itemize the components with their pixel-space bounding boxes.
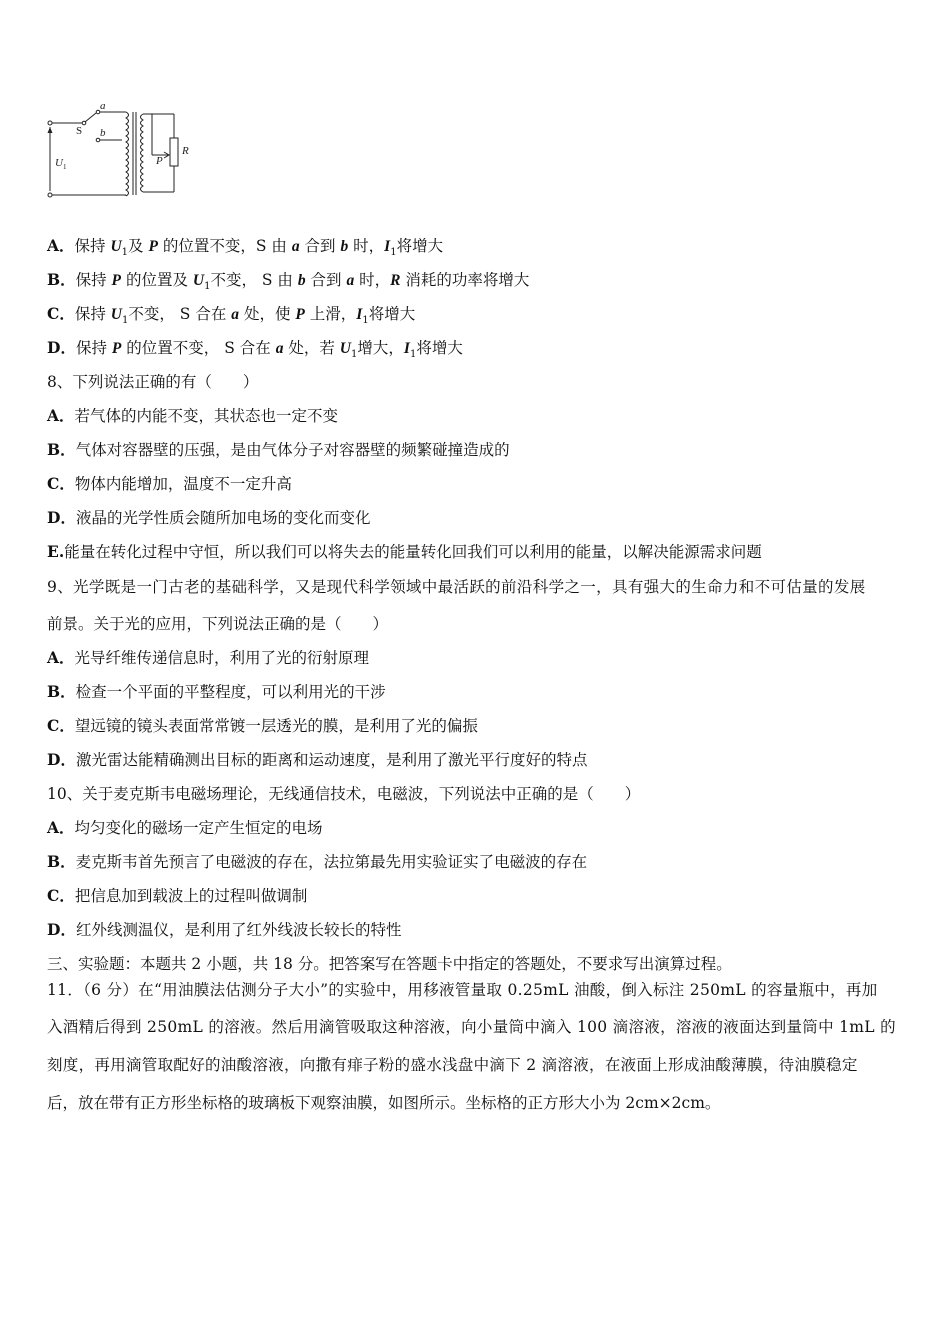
- option-text: 增大，: [357, 339, 404, 357]
- math-subscript: 1: [121, 315, 129, 327]
- option-text: 处，使: [239, 305, 296, 323]
- math-variable: I: [356, 306, 363, 323]
- q11-line-4: 后，放在带有正方形坐标格的玻璃板下观察油膜，如图所示。坐标格的正方形大小为 2cm×2cm。: [47, 1094, 721, 1112]
- q8-option-d: [47, 508, 370, 528]
- q8-stem: 8、下列说法正确的有（ ）: [47, 373, 259, 391]
- option-letter: D．: [47, 508, 76, 527]
- math-variable: a: [291, 238, 300, 255]
- option-letter: D．: [47, 750, 76, 769]
- option-letter: A．: [47, 406, 75, 425]
- q9-option-b: [47, 682, 386, 702]
- q7-option-c: [47, 304, 415, 331]
- math-variable: a: [346, 272, 355, 289]
- terminal-b-label: b: [100, 127, 106, 139]
- q10-option-d: [47, 920, 401, 940]
- option-letter: C．: [47, 886, 75, 905]
- math-subscript: 1: [204, 281, 211, 293]
- math-variable: U: [110, 238, 122, 255]
- switch-label: S: [76, 125, 83, 137]
- option-text: 合到: [305, 271, 347, 289]
- q11-line-3: 刻度，再用滴管取配好的油酸溶液，向撒有痱子粉的盛水浅盘中滴下 2 滴溶液，在液面上形成油酸薄膜，待油膜稳定: [47, 1056, 858, 1074]
- option-letter: D．: [47, 338, 76, 357]
- section-3-heading: 三、实验题：本题共 2 小题，共 18 分。把答案写在答题卡中指定的答题处，不要求写出演算过程。: [47, 955, 732, 973]
- q7-option-d: [47, 338, 463, 365]
- voltage-u1-label: U: [55, 157, 63, 169]
- option-text: 激光雷达能精确测出目标的距离和运动速度，是利用了激光平行度好的特点: [75, 751, 588, 769]
- option-text: 不变， S 由: [210, 271, 298, 289]
- option-letter: C．: [47, 304, 75, 323]
- option-letter: B．: [47, 440, 76, 459]
- option-text: 光导纤维传递信息时，利用了光的衍射原理: [74, 649, 370, 667]
- option-text: 的位置不变，S 由: [157, 237, 292, 255]
- option-letter: B．: [47, 270, 76, 289]
- math-subscript: 1: [409, 349, 417, 361]
- math-variable: a: [231, 306, 240, 323]
- math-variable: P: [295, 306, 305, 323]
- option-text: 将增大: [416, 339, 463, 357]
- math-subscript: 1: [121, 247, 129, 259]
- option-text: 时，: [348, 237, 385, 255]
- option-text: 望远镜的镜头表面常常镀一层透光的膜，是利用了光的偏振: [74, 717, 478, 735]
- q11-line-2: 入酒精后得到 250mL 的溶液。然后用滴管吸取这种溶液，向小量筒中滴入 100 滴溶液，溶液的液面达到量筒中 1mL 的: [47, 1018, 896, 1036]
- q7-option-a: [47, 236, 443, 263]
- option-letter: A．: [47, 818, 75, 837]
- option-text: 保持: [74, 305, 111, 323]
- q11-line-1: 11．（6 分）在“用油膜法估测分子大小”的实验中，用移液管量取 0.25mL 油酸，倒入标注 250mL 的容量瓶中，再加: [47, 981, 878, 999]
- option-text: 麦克斯韦首先预言了电磁波的存在，法拉第最先用实验证实了电磁波的存在: [75, 853, 588, 871]
- math-variable: P: [111, 340, 122, 357]
- transformer-circuit-diagram: [42, 100, 212, 200]
- terminal-a-label: a: [100, 100, 106, 112]
- option-text: 将增大: [396, 237, 444, 255]
- resistor-r-label: R: [182, 145, 189, 157]
- q7-option-b: [47, 270, 529, 297]
- math-variable: I: [403, 340, 410, 357]
- option-letter: A．: [47, 236, 75, 255]
- option-text: 合到: [299, 237, 341, 255]
- math-subscript: 1: [351, 349, 358, 361]
- math-variable: b: [340, 238, 349, 255]
- q9-option-c: [47, 716, 478, 736]
- option-text: 能量在转化过程中守恒，所以我们可以将失去的能量转化回我们可以利用的能量，以解决能源需求问题: [64, 543, 762, 561]
- option-text: 保持: [74, 237, 111, 255]
- math-variable: U: [110, 306, 122, 323]
- option-text: 若气体的内能不变，其状态也一定不变: [74, 407, 339, 425]
- option-text: 处，若: [283, 339, 340, 357]
- q10-stem: 10、关于麦克斯韦电磁场理论，无线通信技术，电磁波，下列说法中正确的是（ ）: [47, 785, 641, 803]
- option-letter: B．: [47, 682, 76, 701]
- math-subscript: 1: [362, 315, 369, 327]
- option-letter: A．: [47, 648, 75, 667]
- voltage-u1-subscript: 1: [63, 163, 67, 171]
- option-letter: E.: [47, 542, 65, 561]
- q8-option-a: [47, 406, 338, 426]
- math-variable: U: [192, 272, 205, 289]
- option-text: 液晶的光学性质会随所加电场的变化而变化: [75, 509, 371, 527]
- math-variable: P: [148, 238, 158, 255]
- slider-p-label: P: [156, 155, 163, 167]
- option-text: 检查一个平面的平整程度，可以利用光的干涉: [75, 683, 386, 701]
- option-letter: C．: [47, 716, 75, 735]
- q8-option-e: [47, 542, 762, 562]
- math-variable: P: [111, 272, 122, 289]
- option-letter: B．: [47, 852, 76, 871]
- option-text: 物体内能增加，温度不一定升高: [74, 475, 292, 493]
- option-text: 消耗的功率将增大: [400, 271, 530, 289]
- math-subscript: 1: [390, 247, 397, 259]
- option-text: 将增大: [368, 305, 416, 323]
- q10-option-a: [47, 818, 323, 838]
- math-variable: a: [275, 340, 284, 357]
- option-text: 及: [128, 237, 149, 255]
- option-letter: C．: [47, 474, 75, 493]
- q9-stem-line2: 前景。关于光的应用，下列说法正确的是（ ）: [47, 615, 389, 633]
- option-text: 把信息加到载波上的过程叫做调制: [74, 887, 308, 905]
- q8-option-c: [47, 474, 292, 494]
- option-text: 的位置不变， S 合在: [121, 339, 276, 357]
- q10-option-b: [47, 852, 587, 872]
- q9-option-d: [47, 750, 587, 770]
- math-variable: I: [384, 238, 391, 255]
- option-text: 保持: [75, 339, 112, 357]
- math-variable: R: [390, 272, 401, 289]
- math-variable: U: [339, 340, 351, 357]
- option-text: 不变， S 合在: [128, 305, 232, 323]
- option-text: 气体对容器壁的压强，是由气体分子对容器壁的频繁碰撞造成的: [75, 441, 510, 459]
- option-text: 均匀变化的磁场一定产生恒定的电场: [74, 819, 323, 837]
- option-text: 的位置及: [121, 271, 193, 289]
- option-text: 红外线测温仪，是利用了红外线波长较长的特性: [75, 921, 402, 939]
- option-text: 上滑，: [304, 305, 357, 323]
- option-text: 时，: [354, 271, 391, 289]
- q10-option-c: [47, 886, 307, 906]
- q9-option-a: [47, 648, 369, 668]
- q9-stem-line1: 9、光学既是一门古老的基础科学，又是现代科学领域中最活跃的前沿科学之一，具有强大的生命力和不可估量的发展: [47, 578, 866, 596]
- math-variable: b: [297, 272, 306, 289]
- q8-option-b: [47, 440, 510, 460]
- option-text: 保持: [75, 271, 112, 289]
- option-letter: D．: [47, 920, 76, 939]
